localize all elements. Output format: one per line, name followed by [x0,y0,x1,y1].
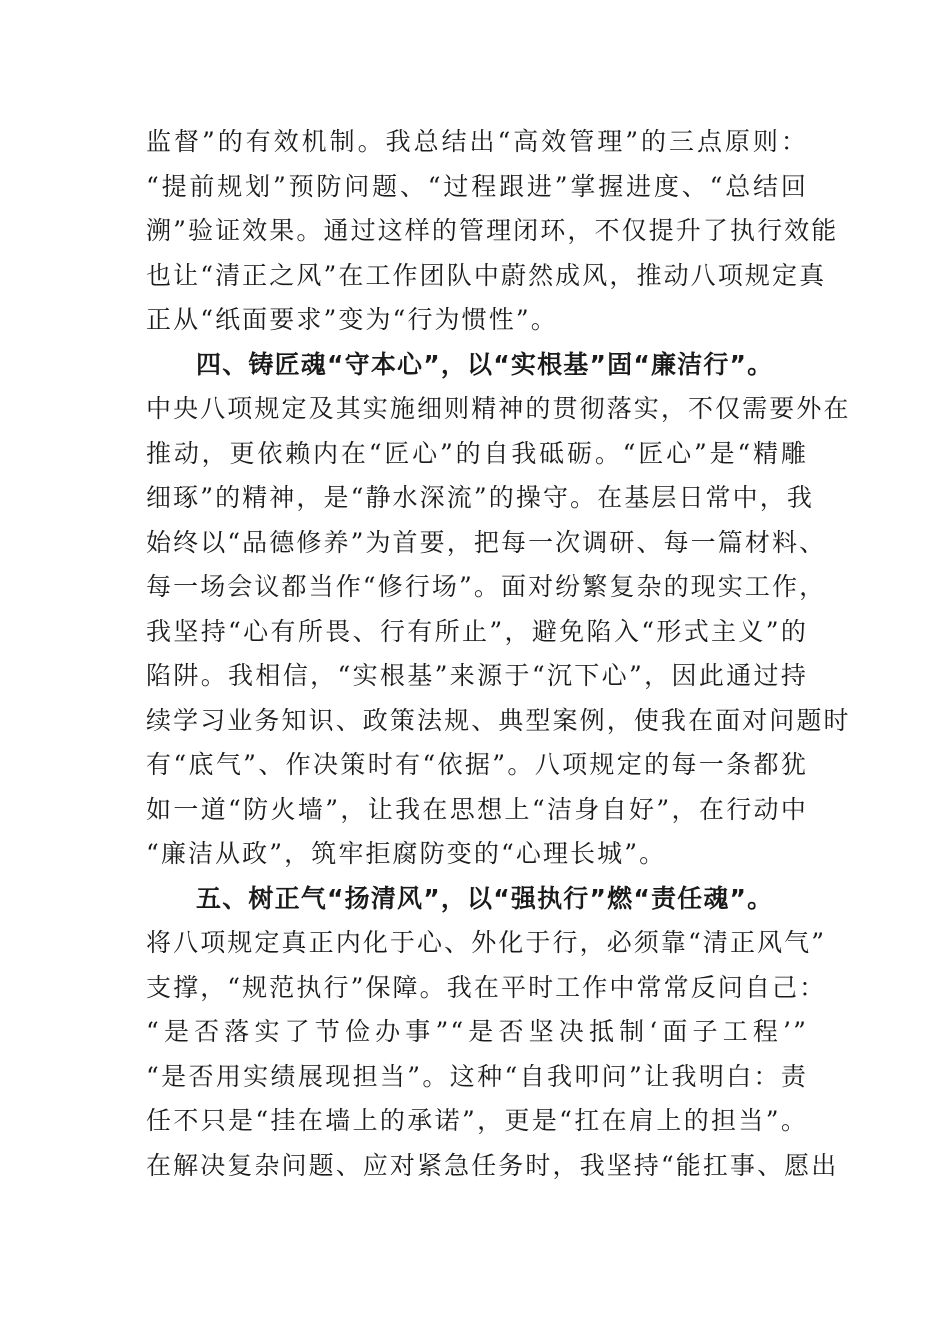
body-line: 监督”的有效机制。我总结出“高效管理”的三点原则： [146,127,808,156]
paragraph-last-line: “廉洁从政”，筑牢拒腐防变的“心理长城”。 [146,839,667,868]
document-body [146,120,851,1188]
body-line: 在解决复杂问题、应对紧急任务时，我坚持“能扛事、愿出 [146,1150,839,1180]
body-line: “是否用实绩展现担当”。这种“自我叩问”让我明白：责 [146,1061,808,1091]
section-heading-five: 五、树正气“扬清风”，以“强执行”燃“责任魂”。 [196,883,774,913]
body-line: 任不只是“挂在墙上的承诺”，更是“扛在肩上的担当”。 [146,1106,808,1135]
body-line: “提前规划”预防问题、“过程跟进”掌握进度、“总结回 [146,171,808,201]
body-line: 溯”验证效果。通过这样的管理闭环，不仅提升了执行效能 [146,216,839,245]
body-line: 始终以“品德修养”为首要，把每一次调研、每一篇材料、 [146,527,827,557]
body-line: 也让“清正之风”在工作团队中蔚然成风，推动八项规定真 [146,260,827,290]
body-line: 支撑，“规范执行”保障。我在平时工作中常常反问自己： [146,972,827,1002]
body-line: 推动，更依赖内在“匠心”的自我砥砺。“匠心”是“精雕 [146,438,808,468]
body-line: “是否落实了节俭办事”“是否坚决抵制‘面子工程’” [146,1017,808,1046]
body-line: 陷阱。我相信，“实根基”来源于“沉下心”，因此通过持 [146,661,808,690]
body-line: 如一道“防火墙”，让我在思想上“洁身自好”，在行动中 [146,794,808,824]
body-line: 中央八项规定及其实施细则精神的贯彻落实，不仅需要外在 [146,394,851,423]
body-line: 我坚持“心有所畏、行有所止”，避免陷入“形式主义”的 [146,616,808,646]
body-line: 有“底气”、作决策时有“依据”。八项规定的每一条都犹 [146,750,808,779]
body-line: 每一场会议都当作“修行场”。面对纷繁复杂的现实工作， [146,572,827,601]
body-line: 续学习业务知识、政策法规、典型案例，使我在面对问题时 [146,705,851,735]
paragraph-last-line: 正从“纸面要求”变为“行为惯性”。 [146,305,558,334]
body-line: 将八项规定真正内化于心、外化于行，必须靠“清正风气” [146,928,827,957]
section-heading-four: 四、铸匠魂“守本心”，以“实根基”固“廉洁行”。 [196,349,774,379]
body-line: 细琢”的精神，是“静水深流”的操守。在基层日常中，我 [146,483,814,512]
